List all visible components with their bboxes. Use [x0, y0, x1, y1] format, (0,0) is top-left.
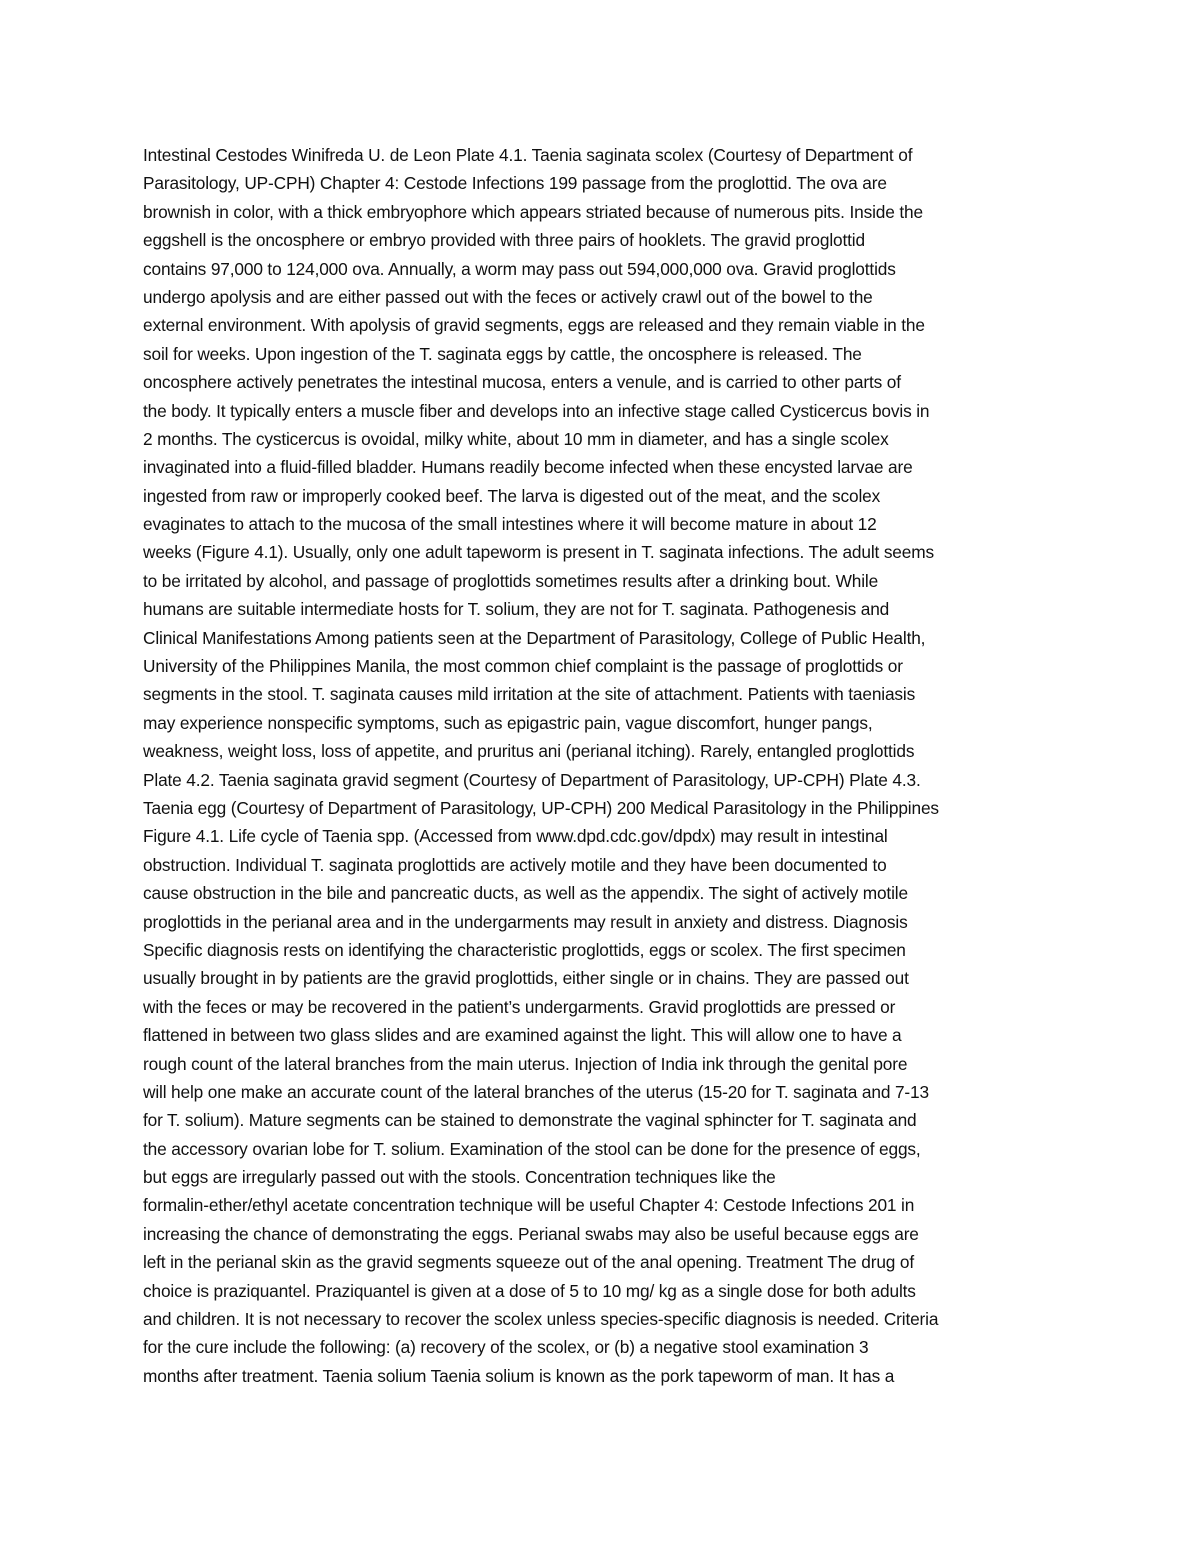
text-line: weakness, weight loss, loss of appetite, and pruritus ani (perianal itching). Rarely, entangled proglottids — [143, 741, 915, 762]
text-line: may experience nonspecific symptoms, such as epigastric pain, vague discomfort, hunger pangs, — [143, 712, 873, 733]
text-line: rough count of the lateral branches from the main uterus. Injection of India ink through the genital pore — [143, 1053, 908, 1074]
text-line: increasing the chance of demonstrating the eggs. Perianal swabs may also be useful because eggs are — [143, 1223, 919, 1244]
text-line: but eggs are irregularly passed out with the stools. Concentration techniques like the — [143, 1167, 776, 1188]
text-line: invaginated into a fluid-filled bladder. Humans readily become infected when these encysted larvae are — [143, 457, 913, 478]
text-line: Figure 4.1. Life cycle of Taenia spp. (Accessed from www.dpd.cdc.gov/dpdx) may result in intestinal — [143, 826, 888, 847]
text-line: segments in the stool. T. saginata causes mild irritation at the site of attachment. Patients with taeniasis — [143, 684, 916, 705]
text-line: weeks (Figure 4.1). Usually, only one adult tapeworm is present in T. saginata infections. The adult seems — [143, 542, 934, 563]
text-line: flattened in between two glass slides and are examined against the light. This will allow one to have a — [143, 1025, 902, 1046]
text-line: eggshell is the oncosphere or embryo provided with three pairs of hooklets. The gravid proglottid — [143, 230, 865, 251]
text-line: ingested from raw or improperly cooked beef. The larva is digested out of the meat, and the scolex — [143, 485, 881, 506]
text-line: evaginates to attach to the mucosa of the small intestines where it will become mature in about 12 — [143, 514, 877, 535]
text-line: months after treatment. Taenia solium Taenia solium is known as the pork tapeworm of man. It has a — [143, 1365, 895, 1386]
text-line: the body. It typically enters a muscle fiber and develops into an infective stage called Cysticercus bovis in — [143, 400, 930, 421]
text-line: with the feces or may be recovered in the patient’s undergarments. Gravid proglottids are pressed or — [143, 996, 896, 1017]
text-line: formalin-ether/ethyl acetate concentration technique will be useful Chapter 4: Cestode Infections 201 in — [143, 1195, 915, 1216]
text-line: choice is praziquantel. Praziquantel is given at a dose of 5 to 10 mg/ kg as a single dose for both adults — [143, 1280, 916, 1301]
text-line: for T. solium). Mature segments can be stained to demonstrate the vaginal sphincter for T. saginata and — [143, 1110, 917, 1131]
text-line: oncosphere actively penetrates the intestinal mucosa, enters a venule, and is carried to other parts of — [143, 372, 901, 393]
text-line: obstruction. Individual T. saginata proglottids are actively motile and they have been documented to — [143, 854, 887, 875]
text-line: Clinical Manifestations Among patients seen at the Department of Parasitology, College of Public Health, — [143, 627, 926, 648]
text-line: cause obstruction in the bile and pancreatic ducts, as well as the appendix. The sight of actively motile — [143, 883, 908, 904]
text-line: usually brought in by patients are the gravid proglottids, either single or in chains. They are passed out — [143, 968, 909, 989]
text-line: proglottids in the perianal area and in the undergarments may result in anxiety and distress. Diagnosis — [143, 911, 908, 932]
text-line: 2 months. The cysticercus is ovoidal, milky white, about 10 mm in diameter, and has a single scolex — [143, 428, 889, 449]
text-line: left in the perianal skin as the gravid segments squeeze out of the anal opening. Treatment The drug of — [143, 1252, 915, 1273]
text-line: to be irritated by alcohol, and passage of proglottids sometimes results after a drinking bout. While — [143, 570, 879, 591]
text-line: soil for weeks. Upon ingestion of the T. saginata eggs by cattle, the oncosphere is released. The — [143, 343, 862, 364]
text-line: external environment. With apolysis of gravid segments, eggs are released and they remain viable in the — [143, 315, 925, 336]
text-line: for the cure include the following: (a) recovery of the scolex, or (b) a negative stool examination 3 — [143, 1337, 869, 1358]
text-line: will help one make an accurate count of the lateral branches of the uterus (15-20 for T. saginata and 7-13 — [143, 1081, 929, 1102]
text-line: contains 97,000 to 124,000 ova. Annually, a worm may pass out 594,000,000 ova. Gravid proglottids — [143, 258, 896, 279]
text-line: Intestinal Cestodes Winifreda U. de Leon Plate 4.1. Taenia saginata scolex (Courtesy of Department of — [143, 145, 913, 165]
text-line: Specific diagnosis rests on identifying the characteristic proglottids, eggs or scolex. The first specimen — [143, 939, 906, 960]
text-line: humans are suitable intermediate hosts for T. solium, they are not for T. saginata. Pathogenesis and — [143, 599, 890, 620]
text-line: undergo apolysis and are either passed out with the feces or actively crawl out of the bowel to the — [143, 286, 873, 307]
text-line: University of the Philippines Manila, the most common chief complaint is the passage of proglottids or — [143, 656, 903, 677]
text-line: Parasitology, UP-CPH) Chapter 4: Cestode Infections 199 passage from the proglottid. The ova are — [143, 173, 887, 194]
text-line: Taenia egg (Courtesy of Department of Parasitology, UP-CPH) 200 Medical Parasitology in the Philippines — [143, 797, 939, 818]
text-line: the accessory ovarian lobe for T. solium. Examination of the stool can be done for the presence of eggs, — [143, 1138, 921, 1159]
text-line: and children. It is not necessary to recover the scolex unless species-specific diagnosis is needed. Criteria — [143, 1309, 939, 1330]
text-line: brownish in color, with a thick embryophore which appears striated because of numerous pits. Inside the — [143, 201, 923, 222]
body-text — [143, 141, 1063, 1390]
text-line: Plate 4.2. Taenia saginata gravid segment (Courtesy of Department of Parasitology, UP-CPH) Plate 4.3. — [143, 769, 921, 790]
